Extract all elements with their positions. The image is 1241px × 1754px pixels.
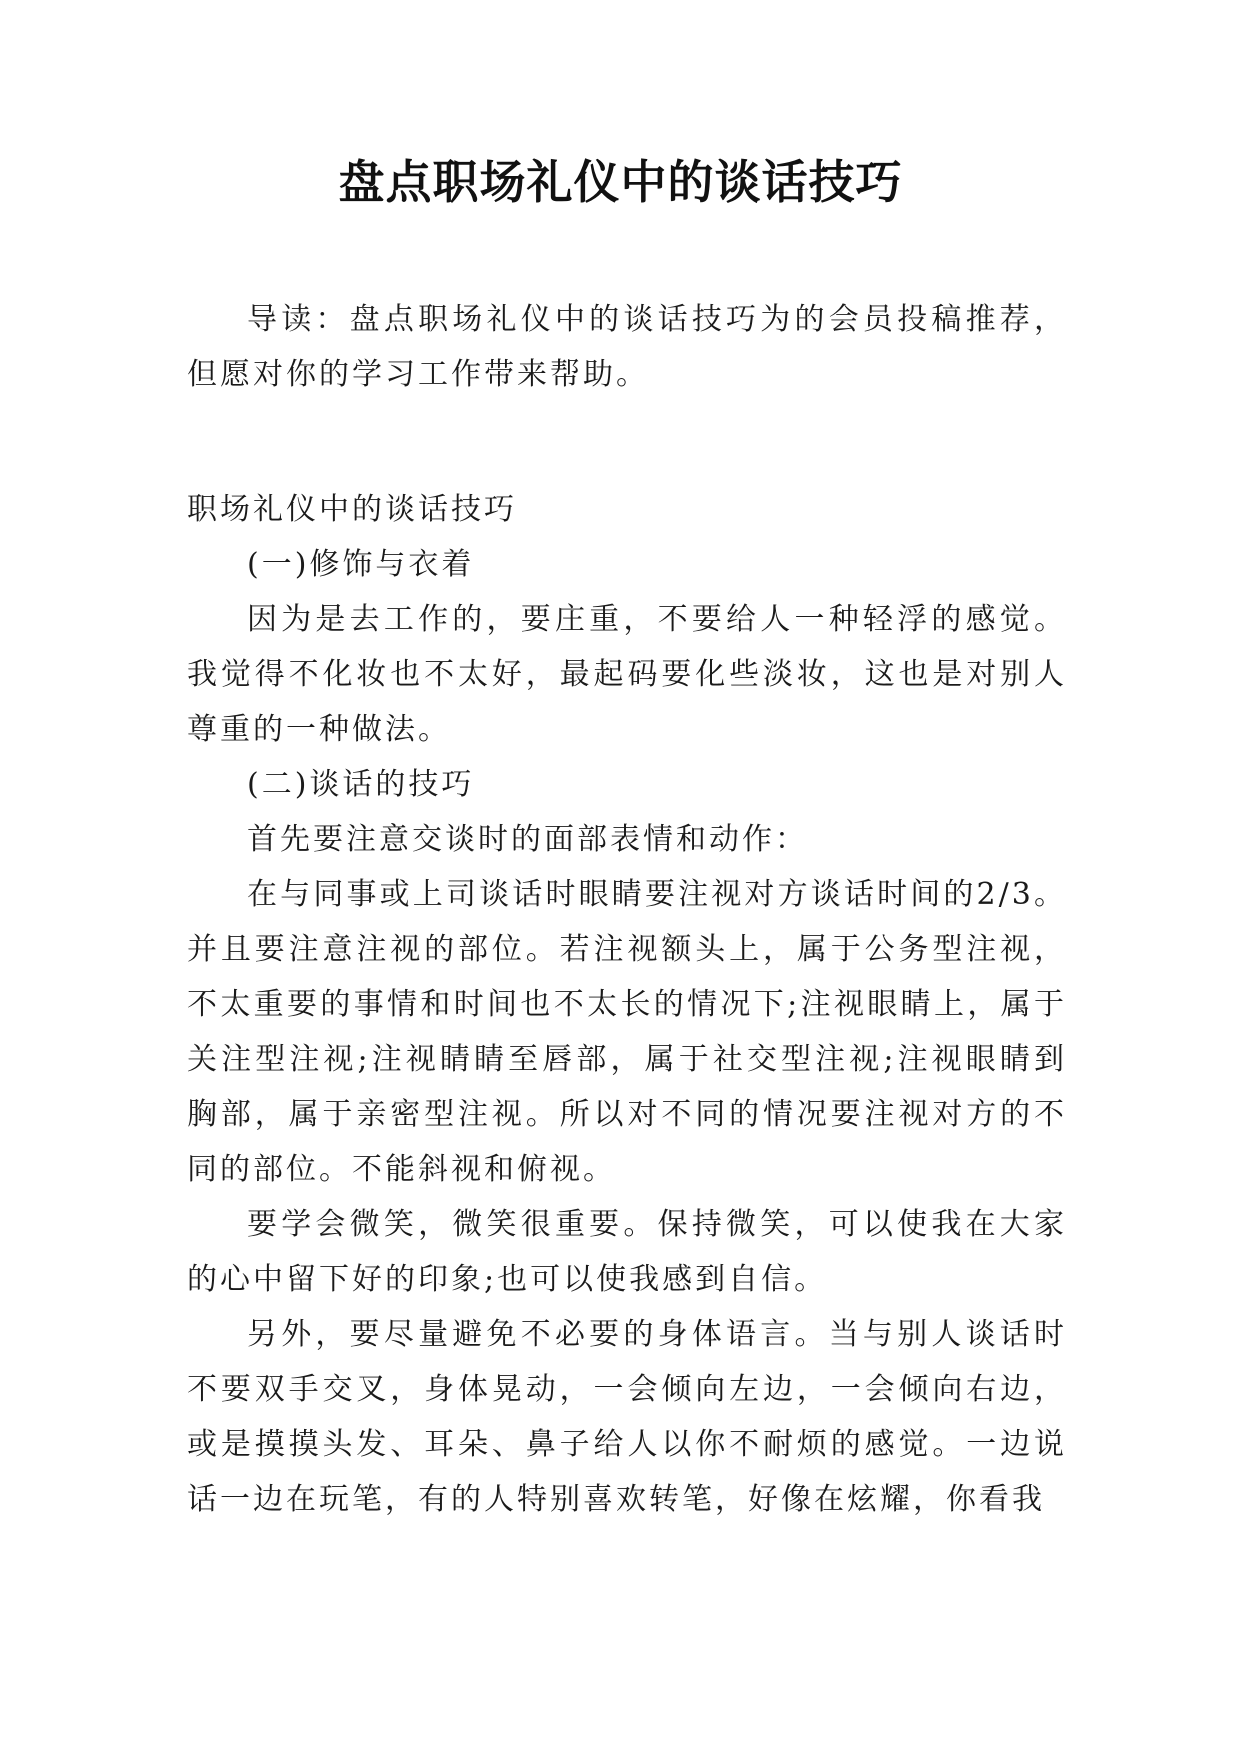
- paragraph-expression-intro: 首先要注意交谈时的面部表情和动作：: [247, 822, 808, 857]
- paragraph-smile: 要学会微笑，微笑很重要。保持微笑，可以使我在大家的心中留下好的印象;也可以使我感到自信。: [187, 1207, 1067, 1297]
- subheading-conversation: (二)谈话的技巧: [247, 767, 475, 802]
- document-title: 盘点职场礼仪中的谈话技巧: [338, 155, 903, 209]
- subheading-attire: (一)修饰与衣着: [247, 547, 475, 582]
- section-heading: 职场礼仪中的谈话技巧: [187, 492, 517, 527]
- spacer: [187, 402, 1067, 482]
- intro-paragraph: 导读：盘点职场礼仪中的谈话技巧为的会员投稿推荐，但愿对你的学习工作带来帮助。: [187, 302, 1067, 392]
- paragraph-body-language: 另外，要尽量避免不必要的身体语言。当与别人谈话时不要双手交叉，身体晃动，一会倾向左边，一会倾向右边，或是摸摸头发、耳朵、鼻子给人以你不耐烦的感觉。一边说话一边在玩笔，有的人特别喜欢转笔，好像在炫耀，你看我: [187, 1317, 1067, 1517]
- paragraph-attire: 因为是去工作的，要庄重，不要给人一种轻浮的感觉。我觉得不化妆也不太好，最起码要化些淡妆，这也是对别人尊重的一种做法。: [187, 602, 1067, 747]
- document-body: [187, 292, 1067, 1527]
- paragraph-eye-contact: 在与同事或上司谈话时眼睛要注视对方谈话时间的2/3。并且要注意注视的部位。若注视额头上，属于公务型注视，不太重要的事情和时间也不太长的情况下;注视眼睛上，属于关注型注视;注视睛睛至唇部，属于社交型注视;注视眼睛到胸部，属于亲密型注视。所以对不同的情况要注视对方的不同的部位。不能斜视和俯视。: [187, 877, 1067, 1187]
